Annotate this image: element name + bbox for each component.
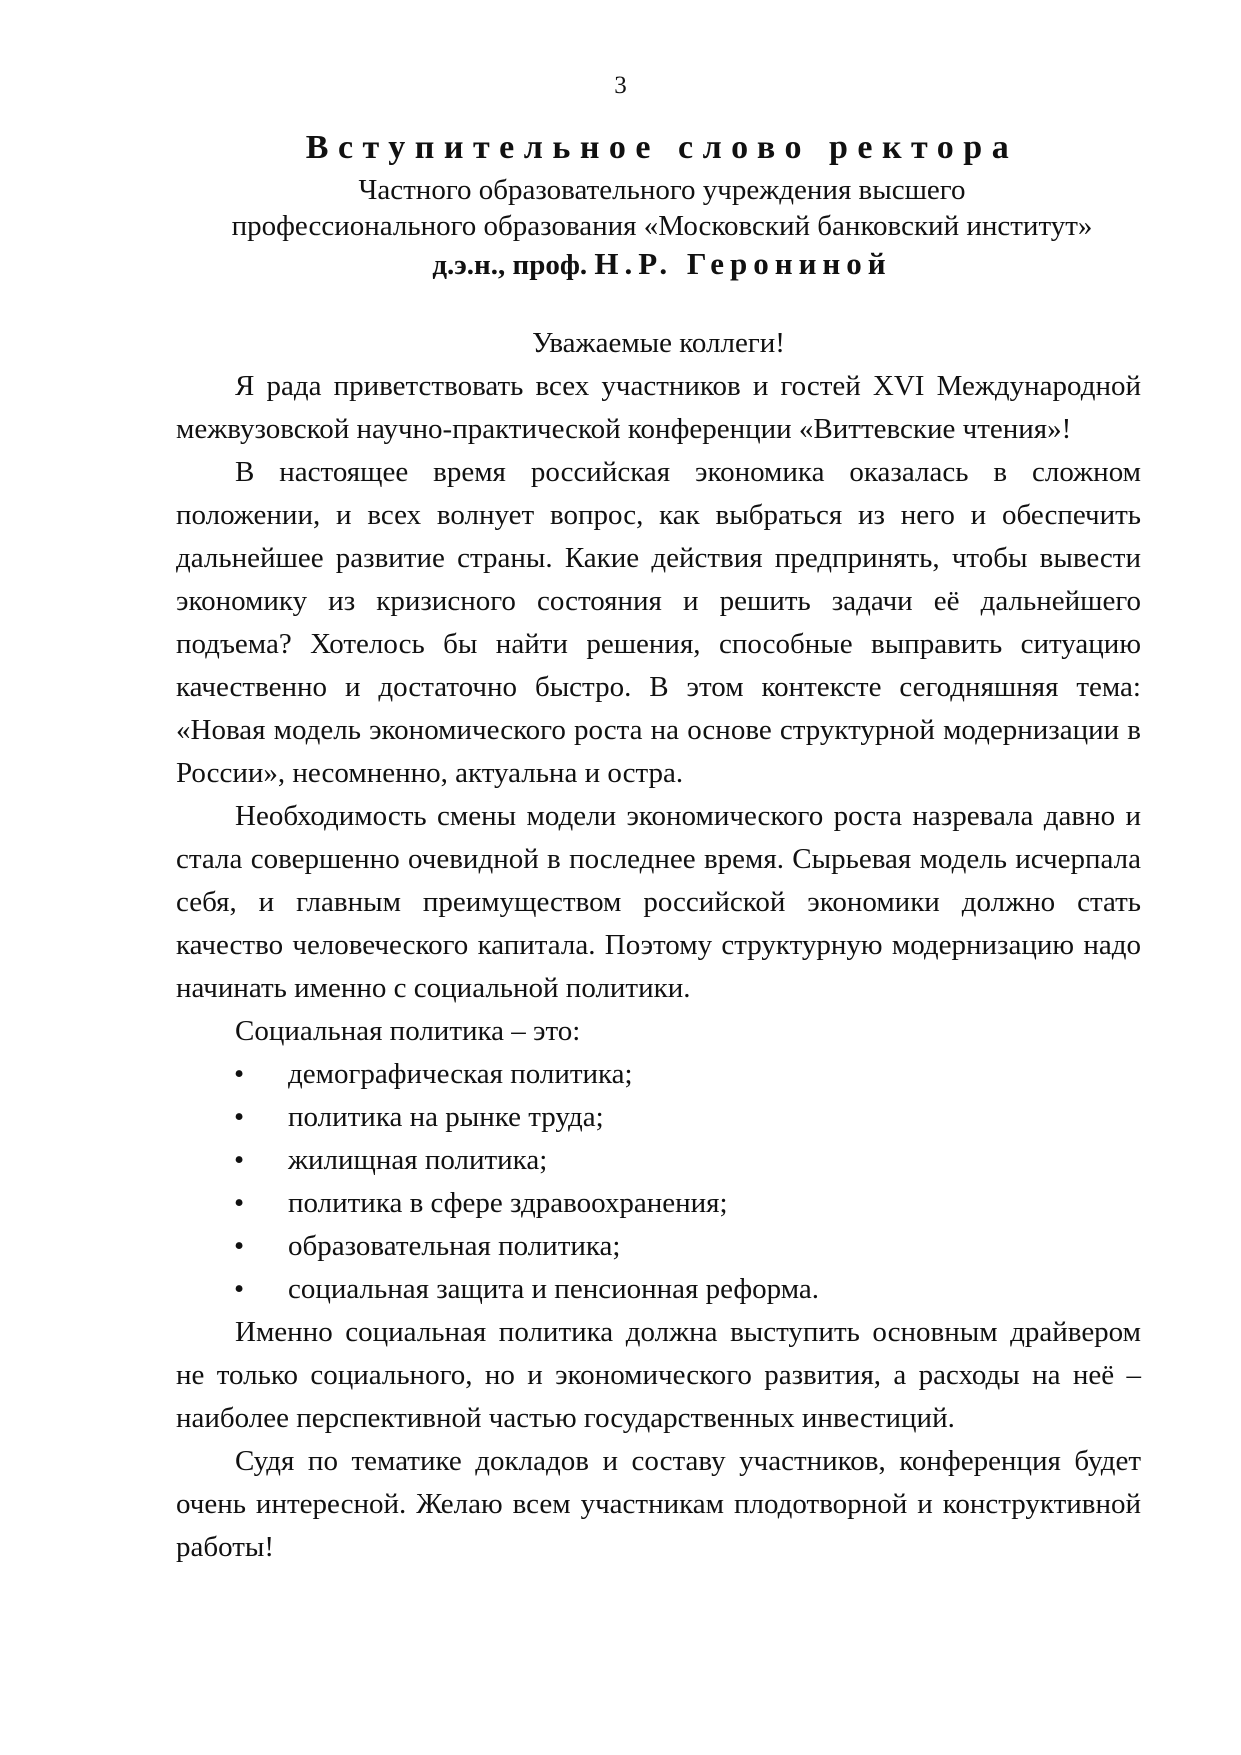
document-header [150, 126, 1174, 285]
social-policy-list [176, 1053, 1141, 1311]
list-item-text: политика в сфере здравоохранения; [288, 1187, 728, 1219]
paragraph: Социальная политика – это: [235, 1015, 581, 1047]
list-item-text: демографическая политика; [288, 1058, 633, 1090]
greeting: Уважаемые коллеги! [532, 327, 785, 359]
list-item [176, 1268, 1141, 1311]
list-item-text: политика на рынке труда; [288, 1101, 604, 1133]
document-body [176, 322, 1141, 1569]
paragraph: В настоящее время российская экономика оказалась в сложном положении, и всех волнует вопрос, как выбраться из него и обеспечить дальнейшее развитие страны. Какие действия предпринять, чтобы вывести экономику из кризисного состояния и решить задачи её дальнейшего подъема? Хотелось бы найти решения, способные выправить ситуацию качественно и достаточно быстро. В этом контексте сегодняшняя тема: «Новая модель экономического роста на основе структурной модернизации в России», несомненно, актуальна и остра. [176, 456, 1141, 789]
bullet-icon: • [234, 1144, 245, 1176]
author-degree: д.э.н., проф. [432, 249, 588, 281]
paragraph: Я рада приветствовать всех участников и гостей XVI Международной межвузовской научно-практической конференции «Виттевские чтения»! [176, 370, 1141, 445]
bullet-icon: • [234, 1058, 245, 1090]
list-item-text: социальная защита и пенсионная реформа. [288, 1273, 819, 1305]
bullet-icon: • [234, 1101, 245, 1133]
list-item [176, 1182, 1141, 1225]
list-item [176, 1139, 1141, 1182]
list-item [176, 1225, 1141, 1268]
paragraph: Судя по тематике докладов и составу участников, конференция будет очень интересной. Желаю всем участникам плодотворной и конструктивной работы! [176, 1445, 1141, 1563]
bullet-icon: • [234, 1230, 245, 1262]
bullet-icon: • [234, 1187, 245, 1219]
list-item-text: образовательная политика; [288, 1230, 621, 1262]
page-number: 3 [614, 72, 627, 99]
author-name: Н.Р. Герониной [594, 246, 892, 281]
subtitle-line-2: профессионального образования «Московский банковский институт» [231, 210, 1093, 242]
paragraph: Именно социальная политика должна выступить основным драйвером не только социального, но и экономического развития, а расходы на неё – наиболее перспективной частью государственных инвестиций. [176, 1316, 1141, 1434]
list-item [176, 1096, 1141, 1139]
subtitle-line-1: Частного образовательного учреждения высшего [358, 174, 966, 206]
bullet-icon: • [234, 1273, 245, 1305]
list-item [176, 1053, 1141, 1096]
list-item-text: жилищная политика; [288, 1144, 548, 1176]
author-line [150, 244, 1174, 285]
paragraph: Необходимость смены модели экономического роста назревала давно и стала совершенно очевидной в последнее время. Сырьевая модель исчерпала себя, и главным преимуществом российской экономики должно стать качество человеческого капитала. Поэтому структурную модернизацию надо начинать именно с социальной политики. [176, 800, 1141, 1004]
document-title: Вступительное слово ректора [305, 129, 1019, 166]
